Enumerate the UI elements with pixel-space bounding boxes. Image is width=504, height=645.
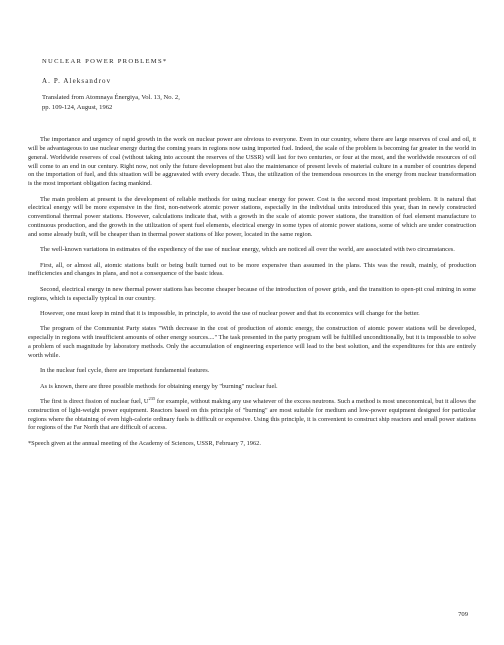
paragraph-6: However, one must keep in mind that it is impossible, in principle, to avoid the use of nuclear power and that its economics will change for the better. (40, 310, 420, 317)
translation-pages: pp. 109-124, August, 1962 (42, 104, 113, 111)
page-number: 709 (458, 611, 468, 618)
translation-note (42, 93, 476, 113)
paragraph-3: The well-known variations in estimates of the expediency of the use of nuclear energy, which are noticed all over the world, are associated with two circumstances. (40, 246, 455, 254)
paragraph-10-start: The first is direct fission of nuclear fuel, U (40, 397, 149, 405)
footnote: *Speech given at the annual meeting of the Academy of Sciences, USSR, February 7, 1962. (28, 439, 261, 447)
article-title: NUCLEAR POWER PROBLEMS* (42, 58, 168, 65)
translation-source: Translated from Atomnaya Énergiya, Vol. 13, No. 2, (42, 94, 180, 101)
isotope-superscript: 235 (148, 395, 156, 401)
author-name: A. P. Aleksandrov (42, 77, 112, 85)
paragraph-9: As is known, there are three possible methods for obtaining energy by "burning" nuclear fuel. (40, 382, 278, 390)
paragraph-10 (28, 395, 476, 433)
paragraph-5: Second, electrical energy in new thermal power stations has become cheaper because of the introduction of power grids, and the transition to open-pit coal mining in some regions, which is especially typical in our country. (28, 285, 476, 302)
paragraph-7: The program of the Communist Party states "With decrease in the cost of production of atomic energy, the construction of atomic power stations will be developed, especially in regions with insufficient amounts of other energy sources...." The task presented in the party program will be fulfilled unconditionally, but it is impossible to solve a problem of such magnitude by laboratory methods. Only the accumulation of engineering experience will lead to the best solution, and the expenditures for this are entirely worth while. (28, 325, 476, 359)
paragraph-1: The importance and urgency of rapid growth in the work on nuclear power are obvious to everyone. Even in our country, where there are large reserves of coal and oil, it will be advantageous to use nuclear energy during the coming years in regions now using imported fuel. Indeed, the scale of the problem is becoming far greater in the world in general. Worldwide reserves of coal (without taking into account the reserves of the USSR) will last for two centuries, or four at the most, and the worldwide resources of oil will come to an end in our century. Right now, not only the future development but also the maintenance of present levels of material culture in a number of countries depend on the importation of fuel, and this situation will be aggravated with every decade. Thus, the utilization of the tremendous resources in the energy from nuclear transformation is the most important obligation facing mankind. (28, 136, 476, 188)
paragraph-2: The main problem at present is the development of reliable methods for using nuclear energy for power. Cost is the second most important problem. It is natural that electrical energy will be more expensive in the first, non-network atomic power stations, especially in the individual units introduced this year, than in newly constructed conventional thermal power stations. However, calculations indicate that, with a growth in the scale of atomic power stations, the transition of fuel element manufacture to continuous production, and the growth in the utilization of spent fuel elements, electrical energy in some types of atomic power stations, some of which are under construction and some already built, will be cheaper than in thermal power stations of like power, located in the same region. (28, 195, 476, 238)
paragraph-10-rest: for example, without making any use whatever of the excess neutrons. Such a method is most uneconomical, but it allows the construction of light-weight power equipment. Reactors based on this principle of "burning" are most suitable for medium and low-power equipment designed for particular regions where the obtaining of even high-calorie ordinary fuels is difficult or expensive. Using this principle, it is convenient to construct ship reactors and small power stations for regions of the Far North that are difficult of access. (28, 397, 476, 432)
paragraph-4: First, all, or almost all, atomic stations built or being built turned out to be more expensive than assumed in the plans. This was the result, mainly, of production inefficiencies and changes in plans, and not a consequence of the basic ideas. (28, 261, 476, 278)
paragraph-8: In the nuclear fuel cycle, there are important fundamental features. (40, 367, 210, 375)
